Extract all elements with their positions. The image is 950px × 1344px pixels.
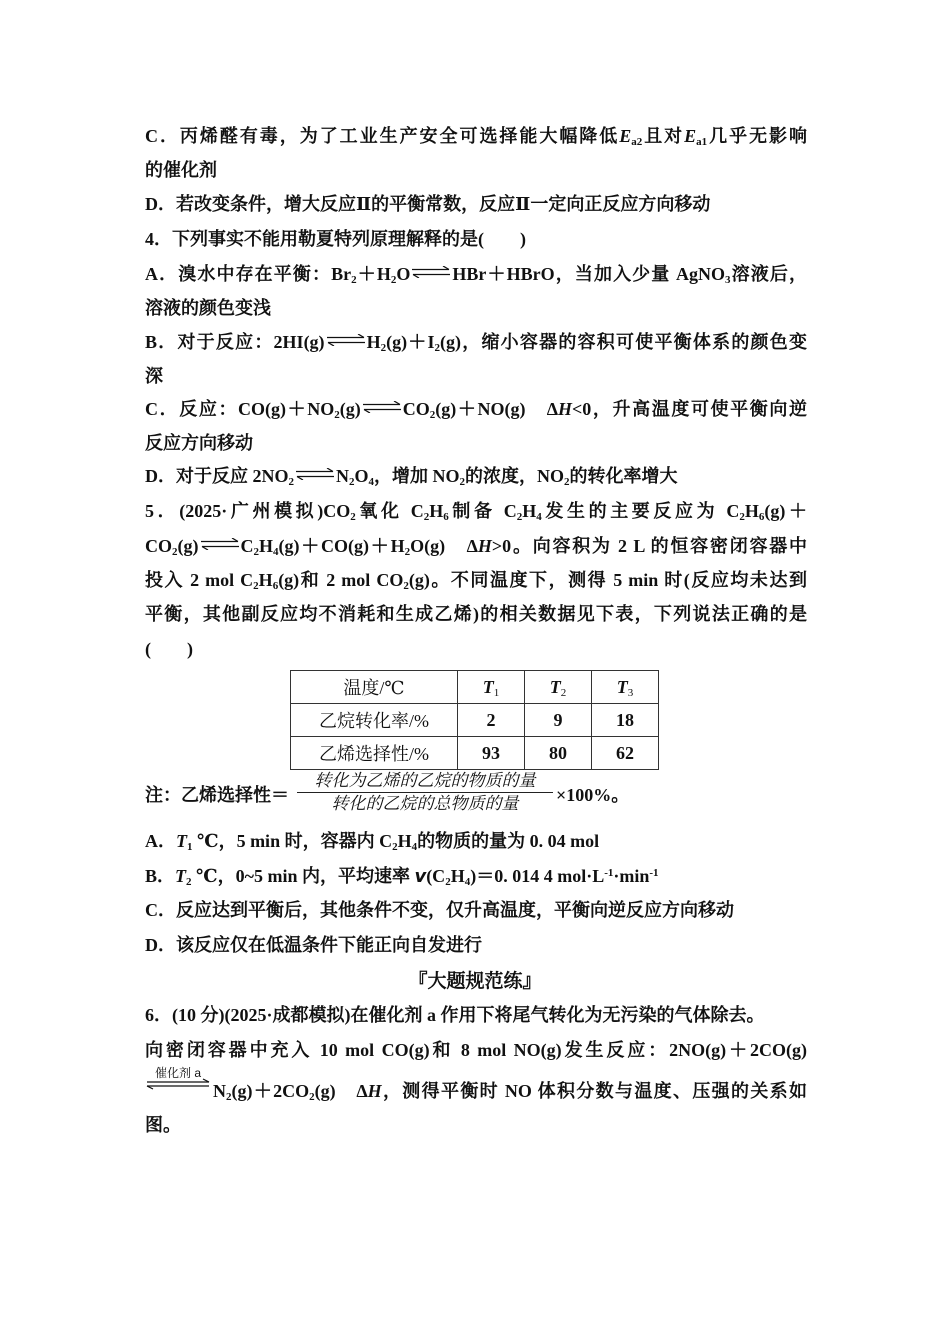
table-row — [291, 737, 659, 770]
q5-option-a: A．$T_1$ ℃，5 min 时，容器内 $C_2H_4$的物质的量为 0. 04 mol — [145, 831, 600, 853]
table-row-label: 乙烷转化率/% — [291, 704, 458, 737]
q4-option-d: D．对于反应 $2NO_2$ $N_2O_4$，增加 $NO_2$的浓度，$NO_2$的转化率增大 — [145, 466, 678, 488]
q5-stem-line4: 平衡，其他副反应均不消耗和生成乙烯)的相关数据见下表，下列说法正确的是 — [145, 604, 807, 624]
table-cell: 18 — [592, 704, 659, 737]
q6-stem-line1: 6．(10 分)(2025·成都模拟)在催化剂 a 作用下将尾气转化为无污染的气体除去。 — [145, 1005, 765, 1025]
equilibrium-arrow-icon — [411, 266, 451, 278]
q6-stem-line4: 图。 — [145, 1115, 181, 1135]
fraction-denominator: 转化的乙烷的总物质的量 — [331, 794, 519, 813]
catalyst-label: 催化剂 a — [154, 1066, 201, 1080]
table-header-cell: 温度/℃ — [291, 671, 458, 704]
section-heading: 『大题规范练』 — [408, 970, 542, 992]
q4-option-b-line2: 深 — [145, 366, 163, 386]
q5-stem-line3: 投入 2 mol $C_2H_6(g)$和 2 mol $CO_2(g)$。不同温度下，测得 5 min 时(反应均未达到 — [145, 570, 807, 592]
q5-option-b: B．$T_2$ ℃，0~5 min 内，平均速率 $v(C_2H_4)=0$. 014 4 $mol\cdot L^{-1}\cdot\min^{-1}$ — [145, 866, 659, 888]
q4-option-b-line1: B．对于反应：2HI(g) $H_2(g)+I_2(g)$，缩小容器的容积可使平衡体系的颜色变 — [145, 332, 807, 354]
q4-option-c-line1: C．反应：$CO(g)+NO_2(g)$ $CO_2(g)+NO(g)$ ΔH<0，升高温度可使平衡向逆 — [145, 399, 807, 421]
q4-option-a-line1: A．溴水中存在平衡：$Br_2+H_2O$ HBr＋HBrO，当加入少量 AgNO$_3$溶液后， — [145, 264, 807, 286]
equilibrium-arrow-icon — [295, 468, 335, 480]
q6-stem-line2: 向密闭容器中充入 10 mol CO(g)和 8 mol NO(g)发生反应：2NO(g)＋2CO(g) — [145, 1040, 807, 1060]
q4-option-a-line2: 溶液的颜色变浅 — [145, 298, 271, 318]
q3-option-d: D．若改变条件，增大反应Ⅱ的平衡常数，反应Ⅱ一定向正反应方向移动 — [145, 194, 711, 214]
q5-stem-line1: 5．(2025·广州模拟)$CO_2$氧化 $C_2H_6$制备 $C_2H_4$发生的主要反应为 $C_2H_6(g)+$ — [145, 501, 807, 523]
q4-option-c-line2: 反应方向移动 — [145, 433, 253, 453]
selectivity-fraction — [297, 770, 553, 815]
table-cell: 93 — [458, 737, 525, 770]
q4-stem: 4．下列事实不能用勒夏特列原理解释的是( ) — [145, 229, 526, 249]
equilibrium-arrow-icon — [326, 334, 366, 346]
q3-option-c-line1: C．丙烯醛有毒，为了工业生产安全可选择能大幅降低$E_{a2}$且对$E_{a1}$几乎无影响 — [145, 126, 808, 148]
table-header-row — [291, 671, 659, 704]
table-header-cell: $T_2$ — [525, 671, 592, 704]
table-row-label: 乙烯选择性/% — [291, 737, 458, 770]
table-header-cell: $T_3$ — [592, 671, 659, 704]
equilibrium-arrow-icon — [200, 538, 240, 550]
fraction-numerator: 转化为乙烯的乙烷的物质的量 — [297, 770, 553, 793]
table-cell: 9 — [525, 704, 592, 737]
reaction-arrow-icon — [145, 1068, 211, 1094]
table-cell: 62 — [592, 737, 659, 770]
table-header-cell: $T_1$ — [458, 671, 525, 704]
catalyst-arrow — [145, 1068, 211, 1094]
q5-answer-blank: ( ) — [145, 639, 193, 659]
table-cell: 2 — [458, 704, 525, 737]
q5-note-suffix: ×100%。 — [556, 785, 630, 805]
table-row — [291, 704, 659, 737]
q5-option-d: D．该反应仅在低温条件下能正向自发进行 — [145, 935, 482, 955]
q6-stem-line3: $N_2(g)+2CO_2(g)$ ΔH，测得平衡时 NO 体积分数与温度、压强的关系如 — [213, 1081, 808, 1103]
q5-data-table — [290, 670, 659, 770]
q5-note-prefix: 注：乙烯选择性＝ — [145, 785, 289, 805]
q5-stem-line2: $CO_2(g)$ $C_2H_4(g)+CO(g)+H_2O(g)$ ΔH>0。向容积为 2 L 的恒容密闭容器中 — [145, 536, 807, 558]
equilibrium-arrow-icon — [362, 401, 402, 413]
table-cell: 80 — [525, 737, 592, 770]
q3-option-c-line2: 的催化剂 — [145, 160, 217, 180]
q5-option-c: C．反应达到平衡后，其他条件不变，仅升高温度，平衡向逆反应方向移动 — [145, 900, 734, 920]
